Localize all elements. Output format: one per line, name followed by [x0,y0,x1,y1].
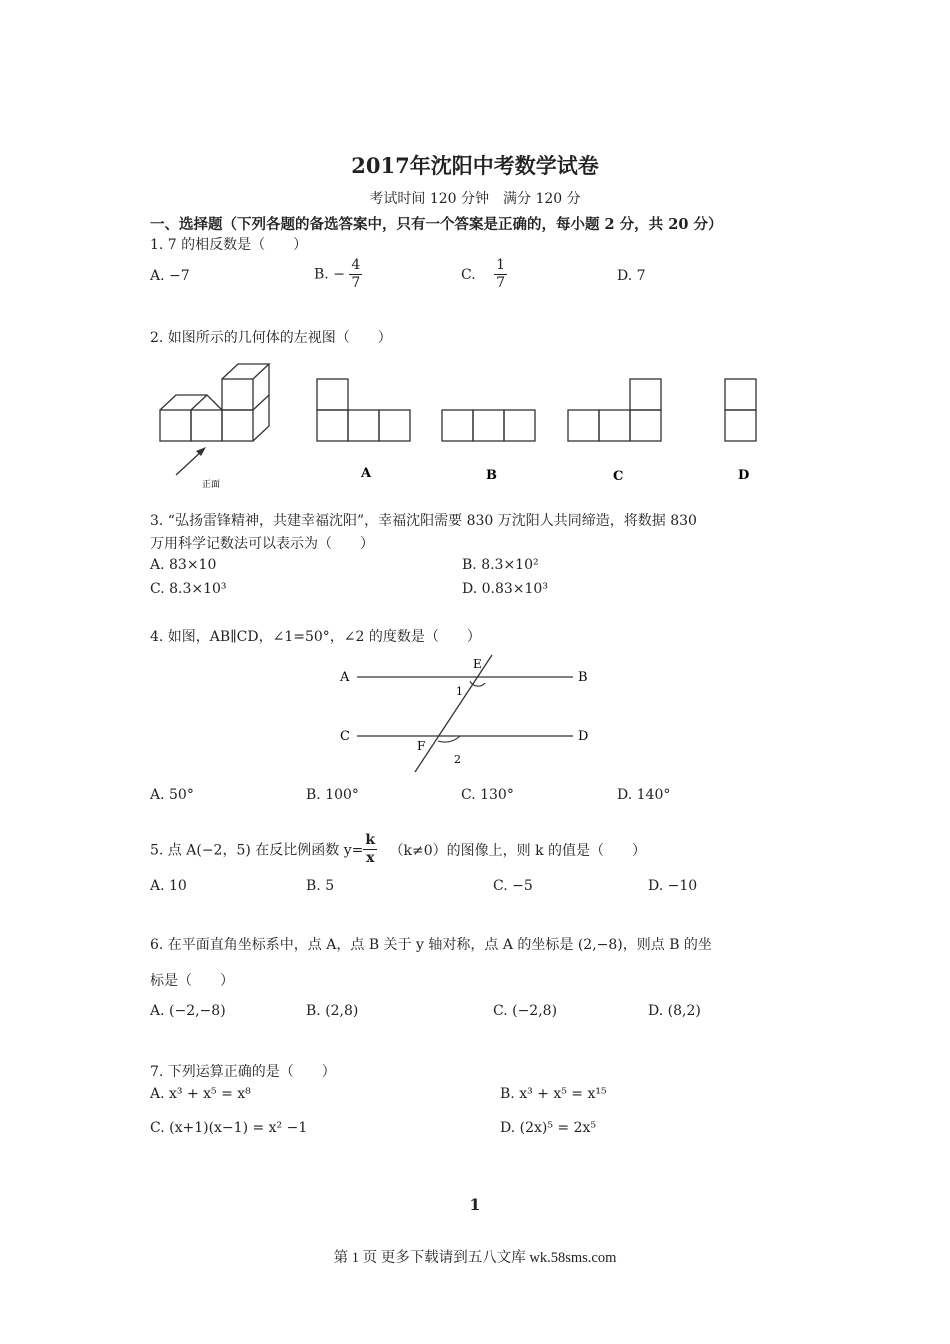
q1-stem: 1. 7 的相反数是（ ） [150,237,308,253]
q1-option-b [314,257,362,292]
q5-option-d: D. −10 [648,878,698,894]
point-e-label: E [473,657,482,671]
q1-c-den: 7 [496,275,506,291]
q2-option-d-figure [725,379,756,441]
q3-option-a: A. 83×10 [150,557,217,573]
q6-stem-line2: 标是（ ） [150,973,234,989]
q2-stem: 2. 如图所示的几何体的左视图（ ） [150,330,392,346]
q2-label-a: A [361,466,372,481]
q4-option-a: A. 50° [150,787,194,803]
q3-option-d: D. 0.83×10³ [462,581,548,597]
q6-option-b: B. (2,8) [306,1003,359,1019]
q5-frac-den: x [366,850,375,866]
q2-label-c: C [613,469,624,484]
q6-option-a: A. (−2,−8) [150,1003,226,1019]
q7-option-d: D. (2x)⁵ = 2x⁵ [500,1120,597,1136]
q7-option-b: B. x³ + x⁵ = x¹⁵ [500,1086,607,1102]
footer-link[interactable]: 第 1 页 更多下载请到五八文库 wk.58sms.com [333,1250,617,1266]
q7-option-c: C. (x+1)(x−1) = x² −1 [150,1120,308,1136]
section-heading: 一、选择题（下列各题的备选答案中，只有一个答案是正确的，每小题 2 分，共 20 分） [150,216,723,233]
q1-b-fraction [349,257,362,292]
q3-stem-line1: 3. “弘扬雷锋精神，共建幸福沈阳”，幸福沈阳需要 830 万沈阳人共同缔造，将数据 830 [150,513,697,529]
q5-fraction [363,832,377,867]
angle-1-label: 1 [456,685,463,698]
q2-option-a-figure [317,379,410,441]
point-d-label: D [578,729,589,744]
point-f-label: F [417,739,426,753]
q2-option-c-figure [568,379,661,441]
q6-option-d: D. (8,2) [648,1003,701,1019]
q5-stem-pre: 5. 点 A(−2，5) 在反比例函数 y= [150,842,364,859]
q1-option-d: D. 7 [617,268,646,284]
q1-b-den: 7 [351,275,361,291]
q1-c-fraction [494,257,507,292]
front-arrow [176,447,206,475]
q1-b-num: 4 [351,257,361,273]
q2-option-b-figure [442,410,535,441]
q4-option-c: C. 130° [461,787,514,803]
front-label: 正面 [202,480,221,490]
q5-stem-post: （k≠0）的图像上，则 k 的值是（ ） [389,842,647,859]
q1-c-prefix: C. [461,266,476,283]
q7-stem: 7. 下列运算正确的是（ ） [150,1064,336,1080]
angle-2-label: 2 [454,753,461,766]
page-number: 1 [469,1195,481,1214]
solid-figure [160,364,269,441]
q1-option-a: A. −7 [150,268,190,284]
q1-c-num: 1 [496,257,506,273]
point-a-label: A [340,670,350,685]
q5-frac-num: k [365,832,376,848]
q2-label-b: B [486,468,497,483]
q2-figures [150,355,770,490]
q1-option-c [461,257,507,292]
q6-stem-line1: 6. 在平面直角坐标系中，点 A，点 B 关于 y 轴对称，点 A 的坐标是 (2,−8)，则点 B 的坐 [150,937,712,953]
q3-option-c: C. 8.3×10³ [150,581,227,597]
q1-b-prefix: B. − [314,266,345,283]
q5-option-b: B. 5 [306,878,335,894]
q4-figure [330,650,610,775]
q4-option-d: D. 140° [617,787,671,803]
q3-option-b: B. 8.3×10² [462,557,539,573]
q2-label-d: D [738,468,750,483]
angle-2-arc [438,736,460,742]
point-b-label: B [578,670,588,685]
q3-stem-line2: 万用科学记数法可以表示为（ ） [150,536,374,552]
q5-option-c: C. −5 [493,878,533,894]
point-c-label: C [340,729,350,744]
q4-stem: 4. 如图，AB∥CD，∠1=50°，∠2 的度数是（ ） [150,629,481,645]
q4-option-b: B. 100° [306,787,359,803]
exam-info: 考试时间 120 分钟 满分 120 分 [369,191,581,207]
q7-option-a: A. x³ + x⁵ = x⁸ [150,1086,251,1102]
q5-option-a: A. 10 [150,878,187,894]
page-title: 2017年沈阳中考数学试卷 [351,153,599,178]
q6-option-c: C. (−2,8) [493,1003,558,1019]
q5-stem [150,832,646,867]
